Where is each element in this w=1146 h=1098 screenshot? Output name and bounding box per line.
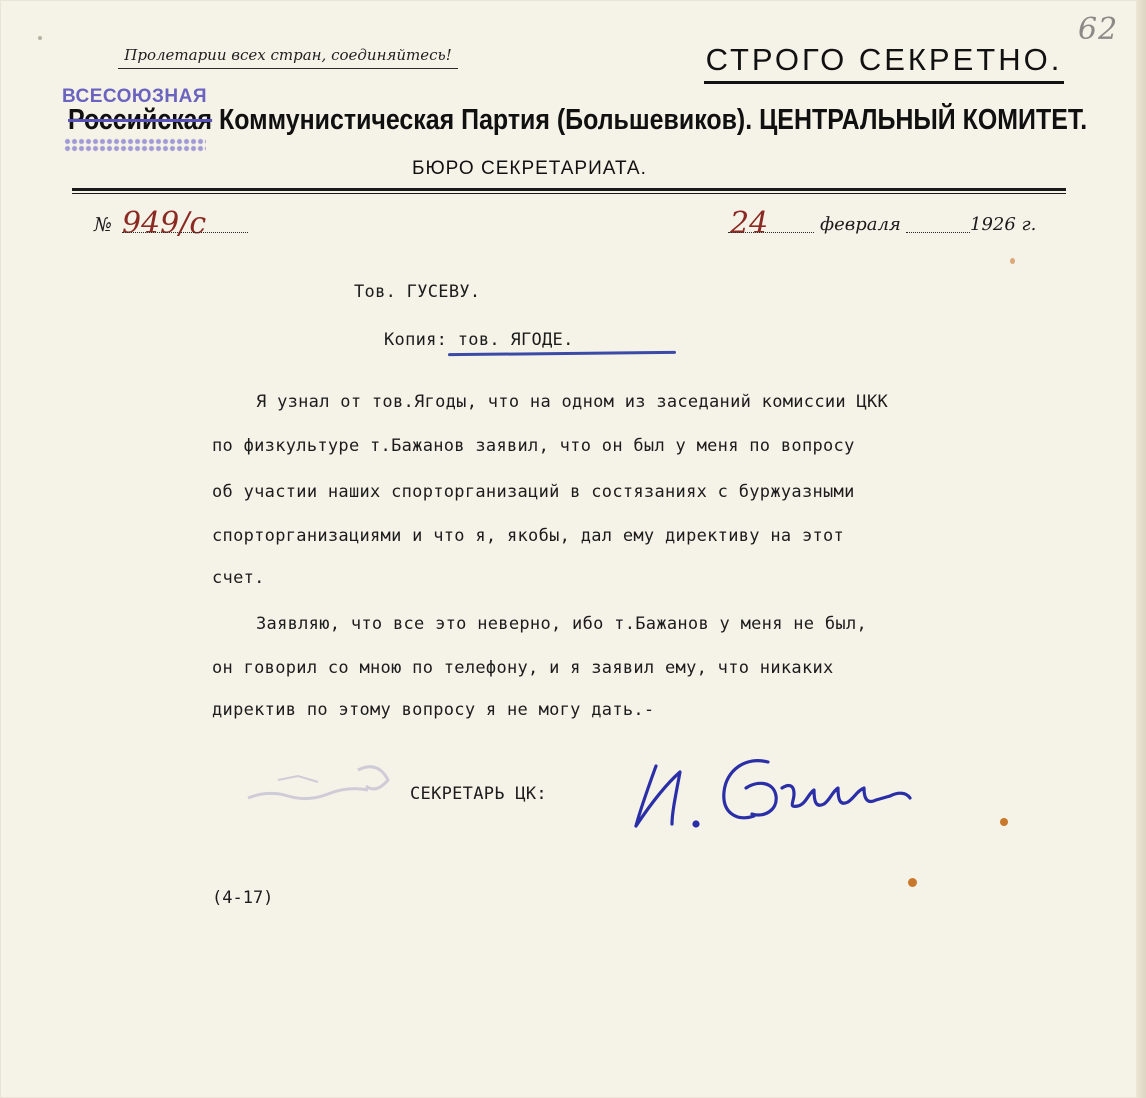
addressee-primary: Тов. ГУСЕВУ. xyxy=(354,282,481,302)
date-dotted-line xyxy=(906,232,970,233)
date-day: 24 xyxy=(730,206,769,241)
number-dotted-line xyxy=(122,232,248,233)
signature-mark xyxy=(618,748,918,838)
motto: Пролетарии всех стран, соединяйтесь! xyxy=(118,46,458,69)
index-code: (4-17) xyxy=(212,888,274,908)
date-year: 1926 г. xyxy=(970,214,1037,235)
date-dotted-line xyxy=(728,232,814,233)
rust-stain xyxy=(1010,258,1015,264)
rust-stain xyxy=(908,878,917,887)
body-line: он говорил со мною по телефону, и я заявил ему, что никаких xyxy=(212,658,834,678)
party-heading-text: Коммунистическая Партия (Большевиков). ЦЕНТРАЛЬНЫЙ КОМИТЕТ. xyxy=(212,104,1088,136)
header-rule xyxy=(72,188,1066,191)
party-heading xyxy=(68,104,1087,137)
addressee-copy: Копия: тов. ЯГОДЕ. xyxy=(384,330,574,350)
number-label: № xyxy=(94,214,112,236)
party-crossed-word: Российская xyxy=(68,104,213,136)
header-rule-thin xyxy=(72,193,1066,194)
body-line: спорторганизациями и что я, якобы, дал ему директиву на этот xyxy=(212,526,845,546)
body-line: директив по этому вопросу я не могу дать.- xyxy=(212,700,655,720)
faded-stamp-mark xyxy=(238,750,408,820)
page-edge xyxy=(1136,0,1146,1098)
bureau-heading: БЮРО СЕКРЕТАРИАТА. xyxy=(412,158,647,179)
overprint-stamp: ВСЕСОЮЗНАЯ xyxy=(62,86,208,107)
stamp-diamond-pattern xyxy=(64,138,206,152)
paper-mark xyxy=(38,36,42,40)
date-month: февраля xyxy=(820,214,901,235)
blue-pencil-underline xyxy=(448,351,676,356)
body-line: Я узнал от тов.Ягоды, что на одном из заседаний комиссии ЦКК xyxy=(256,392,889,412)
classification-heading: СТРОГО СЕКРЕТНО. xyxy=(704,42,1064,84)
body-line: об участии наших спорторганизаций в состязаниях с буржуазными xyxy=(212,482,855,502)
document-number: 949/с xyxy=(122,206,207,241)
body-line: по физкультуре т.Бажанов заявил, что он был у меня по вопросу xyxy=(212,436,855,456)
body-line: Заявляю, что все это неверно, ибо т.Бажанов у меня не был, xyxy=(256,614,868,634)
rust-stain xyxy=(1000,818,1008,826)
secretary-title: СЕКРЕТАРЬ ЦК: xyxy=(410,784,547,804)
archive-page-number: 62 xyxy=(1078,12,1119,47)
body-line: счет. xyxy=(212,568,265,588)
